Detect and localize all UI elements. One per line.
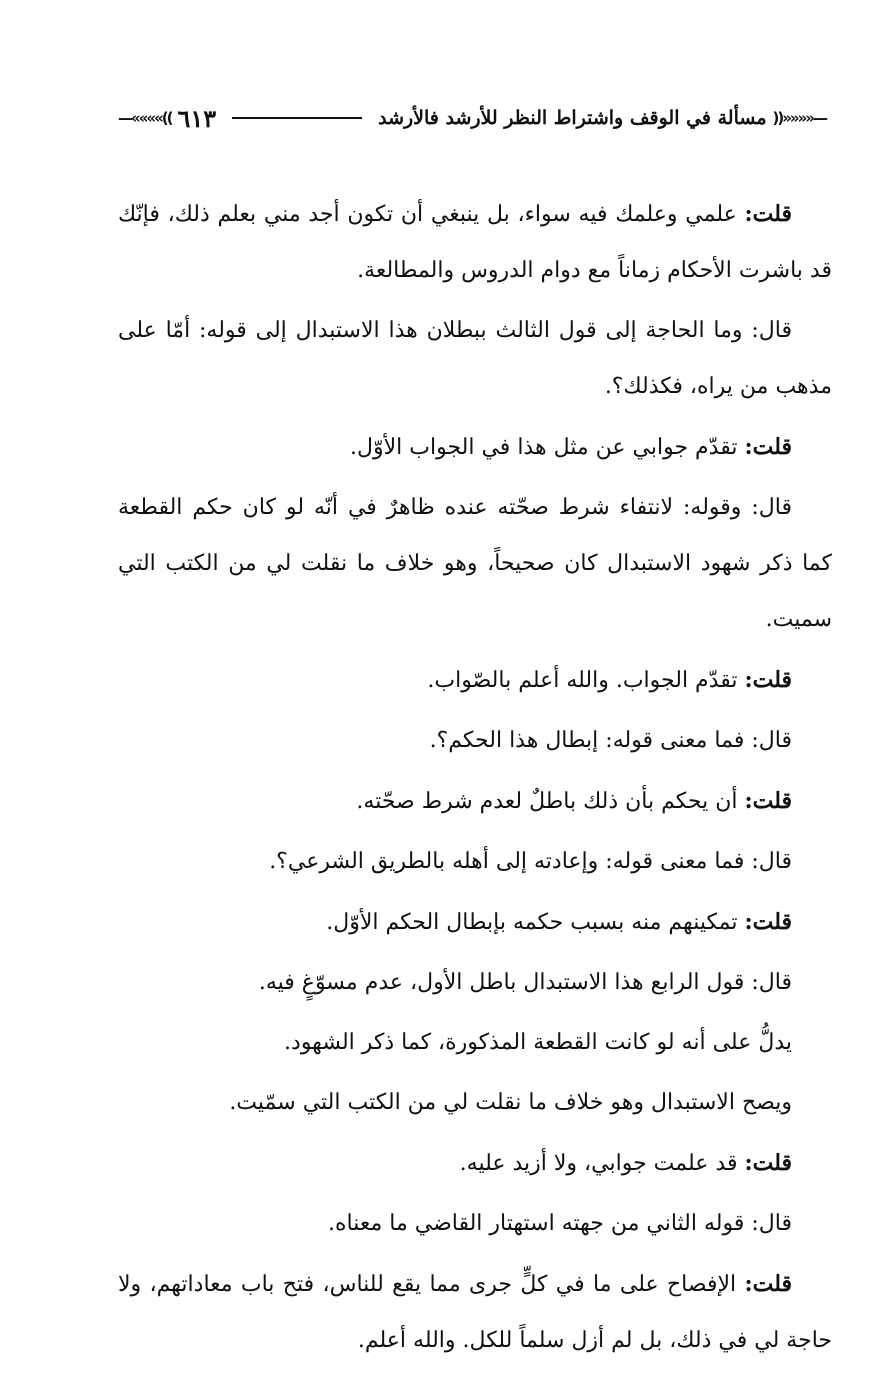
paragraph-text: قد علمت جوابي، ولا أزيد عليه.: [459, 1151, 745, 1176]
speaker-label: قلت:: [744, 434, 792, 460]
paragraph-text: أن يحكم بأن ذلك باطلٌ لعدم شرط صحّته.: [356, 789, 745, 814]
ornament-right: —««««((: [772, 109, 826, 127]
paragraph: [118, 419, 832, 476]
paragraph-text: تقدّم الجواب. والله أعلم بالصّواب.: [427, 668, 745, 693]
header-rule: [232, 117, 362, 119]
paragraph: [118, 1196, 832, 1252]
paragraph: [118, 303, 832, 415]
paragraph-text: وقوله: لانتفاء شرط صحّته عنده ظاهرٌ في أنّه لو كان حكم القطعة كما ذكر شهود الاستبدال كان صحيحاً، وهو خلاف ما نقلت لي من الكتب التي سميت.: [118, 495, 832, 632]
paragraph-text: تقدّم جوابي عن مثل هذا في الجواب الأوّل.: [350, 435, 745, 460]
speaker-label: قلت:: [744, 1150, 792, 1176]
paragraph-text: الإفصاح على ما في كلٍّ جرى مما يقع للناس، فتح باب معاداتهم، ولا حاجة لي في ذلك، بل لم أزل سلماً للكل. والله أعلم.: [118, 1272, 832, 1353]
paragraph: [118, 773, 832, 830]
speaker-label: قال:: [751, 849, 792, 874]
paragraph-text: قول الرابع هذا الاستبدال باطل الأول، عدم مسوّغٍ فيه.: [258, 970, 752, 995]
paragraph: [118, 1135, 832, 1192]
speaker-label: قال:: [751, 728, 792, 753]
paragraph: [118, 1256, 832, 1369]
paragraph-text: وما الحاجة إلى قول الثالث ببطلان هذا الاستبدال إلى قوله: أمّا على مذهب من يراه، فكذلك؟.: [118, 318, 832, 399]
speaker-label: قال:: [751, 970, 792, 995]
speaker-label: قلت:: [744, 667, 792, 693]
paragraph: [118, 955, 832, 1011]
running-title: مسألة في الوقف واشتراط النظر للأرشد فالأرشد: [378, 107, 767, 129]
paragraph-text: علمي وعلمك فيه سواء، بل ينبغي أن تكون أجد مني بعلم ذلك، فإنّك قد باشرت الأحكام زماناً مع دوام الدروس والمطالعة.: [118, 202, 832, 283]
paragraph-text: فما معنى قوله: وإعادته إلى أهله بالطريق الشرعي؟.: [269, 849, 752, 874]
speaker-label: قلت:: [744, 909, 792, 935]
paragraph: [118, 186, 832, 299]
speaker-label: قلت:: [744, 788, 792, 814]
paragraph: [118, 834, 832, 890]
ornament-left: ))»»»»—: [118, 109, 172, 127]
page-number: ٦١٣: [177, 103, 217, 133]
speaker-label: قلت:: [744, 1271, 792, 1297]
body-text: [118, 186, 832, 1373]
paragraph: [118, 894, 832, 951]
paragraph-text: قوله الثاني من جهته استهتار القاضي ما معناه.: [328, 1211, 752, 1236]
paragraph: [118, 713, 832, 769]
paragraph-text: يدلُّ على أنه لو كانت القطعة المذكورة، كما ذكر الشهود.: [284, 1030, 792, 1055]
running-header: [118, 98, 826, 138]
paragraph-text: فما معنى قوله: إبطال هذا الحكم؟.: [429, 728, 752, 753]
paragraph-text: تمكينهم منه بسبب حكمه بإبطال الحكم الأوّل.: [326, 910, 745, 935]
speaker-label: قال:: [751, 1211, 792, 1236]
paragraph-text: ويصح الاستبدال وهو خلاف ما نقلت لي من الكتب التي سمّيت.: [229, 1090, 792, 1115]
paragraph: [118, 1075, 832, 1131]
paragraph: [118, 480, 832, 648]
paragraph: [118, 652, 832, 709]
paragraph: [118, 1015, 832, 1071]
speaker-label: قال:: [751, 318, 792, 343]
speaker-label: قال:: [751, 495, 792, 520]
speaker-label: قلت:: [744, 201, 792, 227]
